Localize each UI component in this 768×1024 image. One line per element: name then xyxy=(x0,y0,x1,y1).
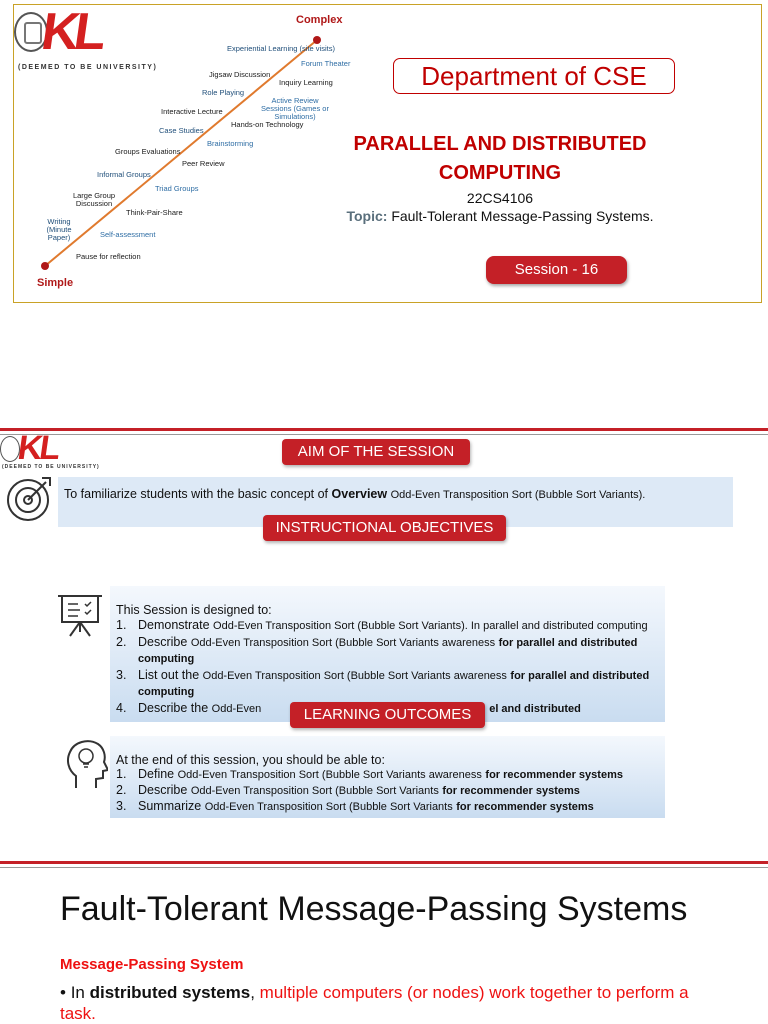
item-detail: Odd-Even Transposition Sort (Bubble Sort Variants). In parallel and distributed computing xyxy=(213,620,648,632)
presentation-board-icon xyxy=(58,592,102,638)
department-box: Department of CSE xyxy=(393,58,675,94)
complex-dot xyxy=(313,36,321,44)
diagram-label: Role Playing xyxy=(202,88,245,97)
item-detail: Odd-Even Transposition Sort (Bubble Sort Variants awareness xyxy=(190,637,496,649)
lightbulb-head-icon xyxy=(64,738,108,790)
item-detail: Odd-Even xyxy=(211,703,262,715)
course-code: 22CS4106 xyxy=(466,190,534,206)
item-number: 1. xyxy=(116,767,127,781)
logo-text: KL xyxy=(37,3,106,61)
item-number: 3. xyxy=(116,668,127,682)
slide-divider xyxy=(0,428,768,431)
item-detail: Odd-Even Transposition Sort (Bubble Sort Variants xyxy=(190,785,439,797)
course-title xyxy=(330,130,670,188)
item-bold: for recommender systems xyxy=(485,769,623,781)
item-verb: List out the xyxy=(138,668,200,682)
item-bold: for recommender systems xyxy=(442,785,580,797)
diagram-label: Experiential Learning (site visits) xyxy=(227,44,335,53)
item-bold: el and distributed xyxy=(489,703,581,715)
item-detail: Odd-Even Transposition Sort (Bubble Sort Variants awareness xyxy=(177,769,482,781)
simple-label: Simple xyxy=(37,277,74,289)
list-item xyxy=(116,635,665,667)
simple-dot xyxy=(41,262,49,270)
bullet-text: In xyxy=(70,983,85,1002)
aim-heading: AIM OF THE SESSION xyxy=(282,439,470,465)
course-title-line1: PARALLEL AND DISTRIBUTED xyxy=(353,133,647,155)
diagram-label: Active Review Sessions (Games or Simulations) xyxy=(261,96,329,121)
item-verb: Define xyxy=(138,767,175,781)
slide-divider xyxy=(0,434,768,435)
diagram-label: Think-Pair-Share xyxy=(126,208,183,217)
item-bold: for parallel and distributed computing xyxy=(138,670,650,698)
item-number: 2. xyxy=(116,783,127,797)
topic-value: Fault-Tolerant Message-Passing Systems. xyxy=(391,208,654,224)
diagram-label: Peer Review xyxy=(182,159,225,168)
diagram-label: Hands-on Technology xyxy=(231,120,304,129)
objectives-heading: INSTRUCTIONAL OBJECTIVES xyxy=(263,515,506,541)
complexity-line xyxy=(45,40,317,266)
complex-label: Complex xyxy=(296,14,343,26)
bullet-bold: distributed systems xyxy=(89,983,251,1002)
target-icon xyxy=(6,474,52,524)
item-number: 4. xyxy=(116,701,127,715)
aim-text-detail: Odd-Even Transposition Sort (Bubble Sort Variants). xyxy=(390,489,646,501)
diagram-label: Triad Groups xyxy=(155,184,199,193)
aim-text-bold: Overview xyxy=(331,487,388,501)
item-verb: Describe xyxy=(138,635,188,649)
item-verb: Demonstrate xyxy=(138,618,210,632)
item-number: 2. xyxy=(116,635,127,649)
topic-label: Topic: xyxy=(346,208,388,224)
slide-divider xyxy=(0,861,768,864)
diagram-label: Brainstorming xyxy=(207,139,254,148)
diagram-label: Groups Evaluations xyxy=(115,147,181,156)
bullet-red-text: multiple computers (or nodes) work together to perform a task. xyxy=(60,983,689,1023)
outcomes-heading: LEARNING OUTCOMES xyxy=(290,702,485,728)
course-title-line2: COMPUTING xyxy=(438,162,562,184)
diagram-label: Informal Groups xyxy=(97,170,151,179)
outcomes-intro: At the end of this session, you should be able to: xyxy=(116,753,385,767)
item-detail: Odd-Even Transposition Sort (Bubble Sort Variants awareness xyxy=(202,670,507,682)
diagram-label: Forum Theater xyxy=(301,59,351,68)
slide-divider xyxy=(0,867,768,868)
topic-line xyxy=(330,208,670,224)
item-number: 1. xyxy=(116,618,127,632)
bullet-point: • In distributed systems, multiple computers (or nodes) work together to perform a task. xyxy=(60,983,689,1023)
diagram-label: Interactive Lecture xyxy=(161,107,223,116)
logo-text: KL xyxy=(15,429,61,467)
diagram-label: Inquiry Learning xyxy=(279,78,333,87)
item-verb: Summarize xyxy=(138,799,202,813)
diagram-label: Large Group Discussion xyxy=(72,191,116,208)
outcomes-box xyxy=(110,736,665,818)
slide-subheading: Message-Passing System xyxy=(60,956,244,973)
item-bold: for recommender systems xyxy=(456,801,594,813)
diagram-label: Case Studies xyxy=(159,126,204,135)
diagram-label: Writing (Minute Paper) xyxy=(46,217,72,242)
list-item xyxy=(116,668,665,700)
diagram-label: Self-assessment xyxy=(100,230,156,239)
slide-title: Fault-Tolerant Message-Passing Systems xyxy=(60,890,688,928)
session-badge: Session - 16 xyxy=(486,256,627,284)
bullet-dot: • xyxy=(60,983,66,1002)
logo-subtext: (DEEMED TO BE UNIVERSITY) xyxy=(2,464,100,470)
diagram-label: Jigsaw Discussion xyxy=(209,70,271,79)
item-verb: Describe xyxy=(138,783,188,797)
item-detail: Odd-Even Transposition Sort (Bubble Sort Variants xyxy=(204,801,453,813)
kl-university-logo-small xyxy=(0,429,100,476)
item-verb: Describe the xyxy=(138,701,209,715)
logo-subtext: (DEEMED TO BE UNIVERSITY) xyxy=(18,64,158,71)
aim-text: To familiarize students with the basic concept of xyxy=(64,487,329,501)
diagram-label: Pause for reflection xyxy=(76,252,141,261)
list-item xyxy=(116,783,665,799)
objectives-intro: This Session is designed to: xyxy=(116,603,272,617)
item-number: 3. xyxy=(116,799,127,813)
list-item xyxy=(116,767,665,783)
list-item xyxy=(116,799,665,815)
item-bold: for parallel and distributed computing xyxy=(138,637,638,665)
list-item xyxy=(116,618,665,634)
